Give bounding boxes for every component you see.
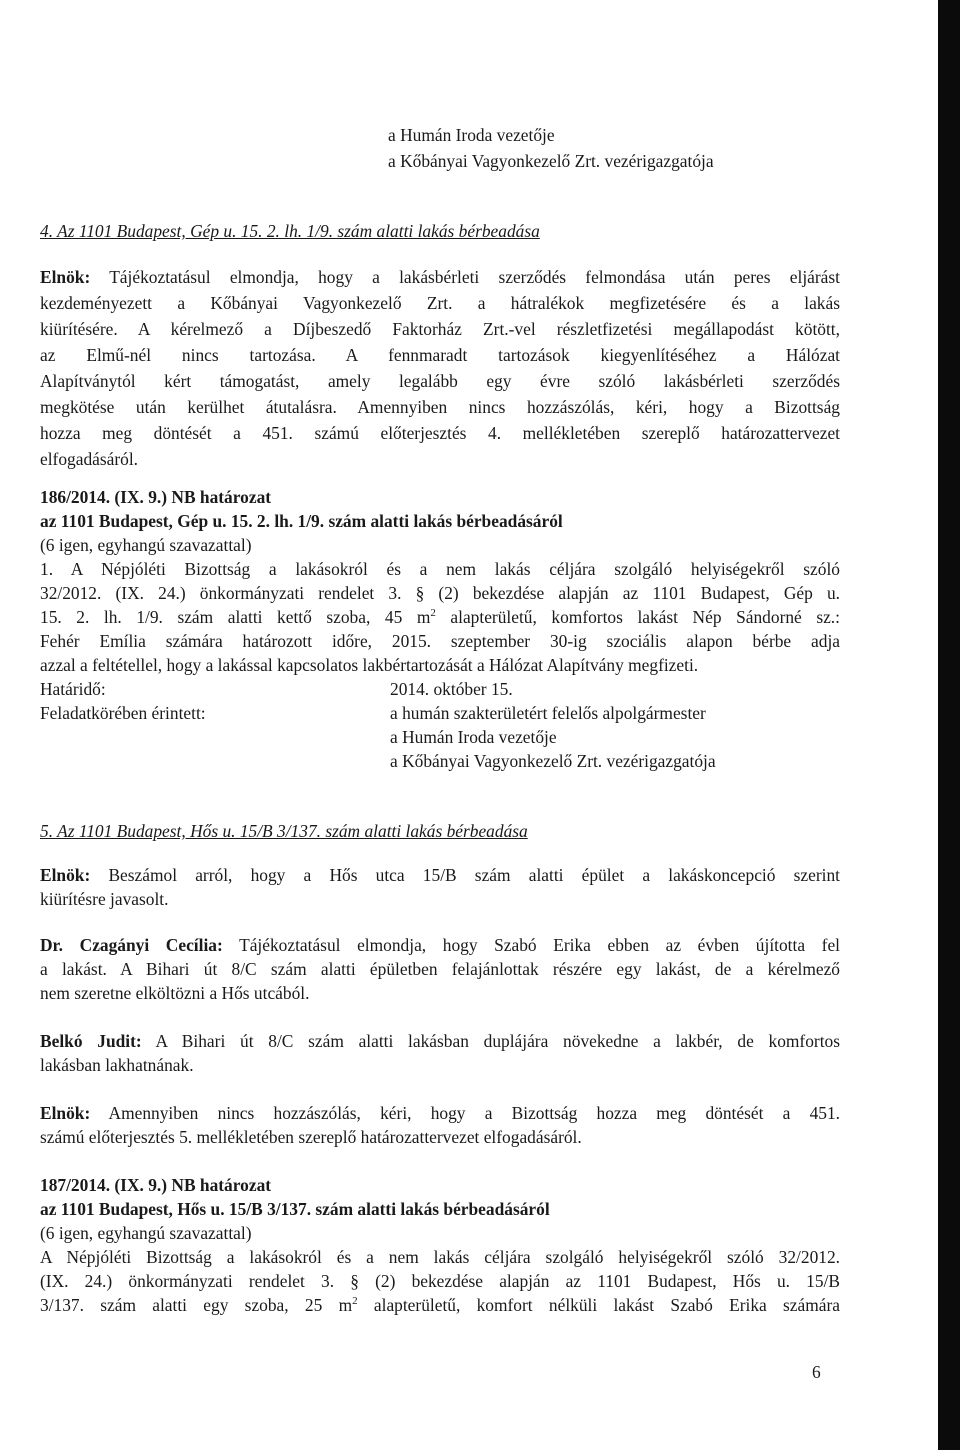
paragraph-line: kezdeményezett a Kőbányai Vagyonkezelő Zrt. a hátralékok megfizetésére és a lakás xyxy=(40,293,840,313)
responsible-value: a Kőbányai Vagyonkezelő Zrt. vezérigazgatója xyxy=(390,751,716,771)
paragraph-line: Belkó Judit: A Bihari út 8/C szám alatti lakásban duplájára növekedne a lakbér, de komfortos xyxy=(40,1031,841,1051)
deadline-row xyxy=(40,678,840,701)
paragraph-line: lakásban lakhatnának. xyxy=(40,1055,194,1075)
speaker-label: Elnök: xyxy=(40,267,91,287)
section-heading: 5. Az 1101 Budapest, Hős u. 15/B 3/137. szám alatti lakás bérbeadása xyxy=(40,821,528,841)
deadline-label: Határidő: xyxy=(40,679,106,699)
paragraph-line: Dr. Czagányi Cecília: Tájékoztatásul elmondja, hogy Szabó Erika ebben az évben újította fel xyxy=(40,935,840,955)
speaker-label: Dr. Czagányi Cecília: xyxy=(40,935,223,955)
paragraph-line: nem szeretne elköltözni a Hős utcából. xyxy=(40,983,310,1003)
responsible-value: a Humán Iroda vezetője xyxy=(390,727,557,747)
responsible-value: a humán szakterületért felelős alpolgármester xyxy=(390,703,706,723)
signature-line: a Kőbányai Vagyonkezelő Zrt. vezérigazgatója xyxy=(388,151,714,171)
scan-edge-bar xyxy=(938,0,960,1450)
vote-line: (6 igen, egyhangú szavazattal) xyxy=(40,535,252,555)
speaker-label: Elnök: xyxy=(40,1103,91,1123)
resolution-line: 3/137. szám alatti egy szoba, 25 $m^2$ alapterületű, komfort nélküli lakást Szabó Erika számára xyxy=(40,1295,841,1315)
paragraph-line: Alapítványtól kért támogatást, amely legalább egy évre szóló lakásbérleti szerződés xyxy=(40,371,840,391)
resolution-line: Fehér Emília számára határozott időre, 2015. szeptember 30-ig szociális alapon bérbe adja xyxy=(40,631,840,651)
resolution-line: 32/2012. (IX. 24.) önkormányzati rendelet 3. § (2) bekezdése alapján az 1101 Budapest, Gép u. xyxy=(40,583,840,603)
resolution-line: 1. A Népjóléti Bizottság a lakásokról és a nem lakás céljára szolgáló helyiségekről szóló xyxy=(40,559,840,579)
resolution-title: az 1101 Budapest, Gép u. 15. 2. lh. 1/9. szám alatti lakás bérbeadásáról xyxy=(40,511,563,531)
paragraph-line: Elnök: Tájékoztatásul elmondja, hogy a lakásbérleti szerződés felmondása után peres eljárást xyxy=(40,267,840,287)
resolution-number: 186/2014. (IX. 9.) NB határozat xyxy=(40,487,272,507)
resolution-line: 15. 2. lh. 1/9. szám alatti kettő szoba, 45 $m^2$ alapterületű, komfortos lakást Nép Sándorné sz.: xyxy=(40,607,840,627)
paragraph-line: kiürítésére. A kérelmező a Díjbeszedő Faktorház Zrt.-vel részletfizetési megállapodást kötött, xyxy=(40,319,840,339)
resolution-title: az 1101 Budapest, Hős u. 15/B 3/137. szám alatti lakás bérbeadásáról xyxy=(40,1199,550,1219)
paragraph-line: számú előterjesztés 5. mellékletében szereplő határozattervezet elfogadásáról. xyxy=(40,1127,582,1147)
responsible-label: Feladatkörében érintett: xyxy=(40,703,206,723)
responsible-row xyxy=(40,702,840,725)
resolution-number: 187/2014. (IX. 9.) NB határozat xyxy=(40,1175,272,1195)
speaker-label: Elnök: xyxy=(40,865,91,885)
signature-line: a Humán Iroda vezetője xyxy=(388,125,555,145)
paragraph-line: elfogadásáról. xyxy=(40,449,139,469)
deadline-value: 2014. október 15. xyxy=(390,679,513,699)
paragraph-line: Elnök: Beszámol arról, hogy a Hős utca 15/B szám alatti épület a lakáskoncepció szerint xyxy=(40,865,840,885)
resolution-line: (IX. 24.) önkormányzati rendelet 3. § (2) bekezdése alapján az 1101 Budapest, Hős u. 15/B xyxy=(40,1271,840,1291)
paragraph-line: megkötése után kerülhet átutalásra. Amennyiben nincs hozzászólás, kéri, hogy a Bizottság xyxy=(40,397,840,417)
vote-line: (6 igen, egyhangú szavazattal) xyxy=(40,1223,252,1243)
paragraph-line: hozza meg döntését a 451. számú előterjesztés 4. mellékletében szereplő határozattervezet xyxy=(40,423,840,443)
page-number: 6 xyxy=(812,1362,821,1382)
paragraph-line: kiürítésre javasolt. xyxy=(40,889,169,909)
speaker-label: Belkó Judit: xyxy=(40,1031,142,1051)
paragraph-line: Elnök: Amennyiben nincs hozzászólás, kéri, hogy a Bizottság hozza meg döntését a 451. xyxy=(40,1103,841,1123)
paragraph-line: a lakást. A Bihari út 8/C szám alatti épületben felajánlottak részére egy lakást, de a kérelmező xyxy=(40,959,840,979)
section-heading: 4. Az 1101 Budapest, Gép u. 15. 2. lh. 1/9. szám alatti lakás bérbeadása xyxy=(40,221,540,241)
resolution-line: A Népjóléti Bizottság a lakásokról és a nem lakás céljára szolgáló helyiségekről szóló 32/2012. xyxy=(40,1247,840,1267)
paragraph-line: az Elmű-nél nincs tartozása. A fennmaradt tartozások kiegyenlítéséhez a Hálózat xyxy=(40,345,840,365)
resolution-line: azzal a feltétellel, hogy a lakással kapcsolatos lakbértartozását a Hálózat Alapítvány megfizeti. xyxy=(40,655,699,675)
